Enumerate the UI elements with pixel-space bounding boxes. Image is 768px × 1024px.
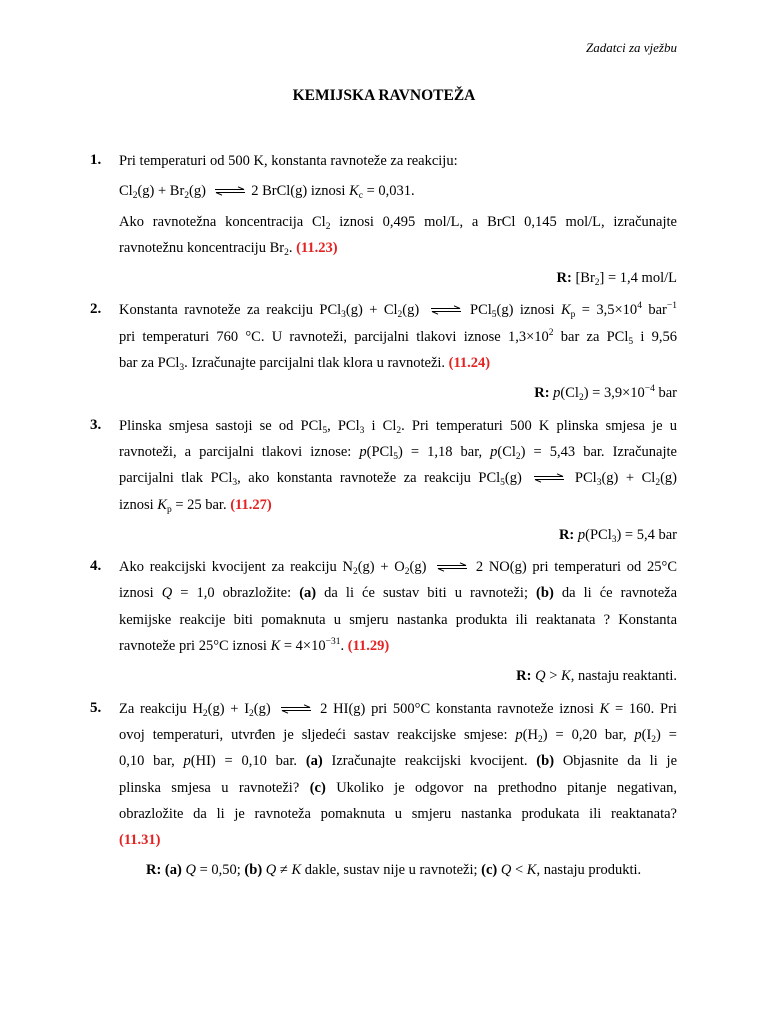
equilibrium-arrow-icon xyxy=(533,473,565,483)
answer-line: R: $p(Cl_2) = 3,9\times 10^{-4}$ bar xyxy=(534,384,677,404)
problem-item xyxy=(90,148,677,297)
problem-text-line: ovoj temperaturi, utvrđen je sljedeći sastav reakcijske smjese: $p(H_2) = 0,20$ bar, $p(I_2)$ = xyxy=(119,726,677,745)
problem-text-line: ravnoteže pri 25°C iznosi $K = 4\times 10^{-31}$. (11.29) xyxy=(119,637,390,655)
problem-text-line: ravnotežnu koncentraciju $Br_2$. (11.23) xyxy=(119,239,338,258)
problem-text-line: 0,10 bar, p(HI) = 0,10 bar. (a) Izračunajte reakcijski kvocijent. (b) Objasnite da li je xyxy=(119,753,678,770)
problem-number: 3. xyxy=(90,416,102,433)
problem-text-line: Ako ravnotežna koncentracija $Cl_2$ iznosi 0,495 mol/L, a BrCl 0,145 mol/L, izračunajte xyxy=(119,213,677,232)
problem-item xyxy=(90,554,677,695)
textbook-reference: (11.29) xyxy=(347,638,390,655)
problem-number: 4. xyxy=(90,558,102,575)
answer-line: R: $[Br_2] = 1,4$ mol/L xyxy=(556,270,677,289)
problem-number: 1. xyxy=(90,152,102,168)
textbook-reference: (11.24) xyxy=(448,355,491,372)
problem-text-line: bar za PCl$_3$. Izračunajte parcijalni tlak klora u ravnoteži. (11.24) xyxy=(119,355,491,374)
problem-number: 5. xyxy=(90,699,102,716)
answer-line: R: (a) Q = 0,50; (b) Q ≠ K dakle, sustav nije u ravnoteži; (c) Q < K, nastaju produkti. xyxy=(146,862,642,879)
problem-text-line xyxy=(119,827,677,853)
header-label: Zadatci za vježbu xyxy=(586,40,677,55)
problem-text-line: pri temperaturi 760 °C. U ravnoteži, parcijalni tlakovi iznose $1,3\times 10^2$ bar za PCl$_5$ i 9,56 xyxy=(119,327,677,347)
problem-text-line: Plinska smjesa sastoji se od PCl$_5$, PCl$_3$ i $Cl_2$. Pri temperaturi 500 K plinska smjesa je u xyxy=(119,417,677,436)
problem-text-line: Ako reakcijski kvocijent za reakciju $N_2(g) + O_2(g)$ 2 NO(g) pri temperaturi od 25°C xyxy=(119,559,677,578)
problem-item xyxy=(90,413,677,554)
textbook-reference: (11.27) xyxy=(230,496,272,513)
problem-text-line: obrazložite da li je ravnoteža pomaknuta u smjeru nastanka produkata ili reaktanata? xyxy=(119,805,677,822)
problem-text-line: iznosi Q = 1,0 obrazložite: (a) da li će sustav biti u ravnoteži; (b) da li će ravnoteža xyxy=(119,585,677,602)
equilibrium-arrow-icon xyxy=(430,305,462,315)
problem-text-line: kemijske reakcije biti pomaknuta u smjeru nastanka produkta ili reaktanata ? Konstanta xyxy=(119,611,677,628)
problem-text-line: Konstanta ravnoteže za reakciju $PCl_3(g) + Cl_2(g)$ PCl$_5$(g) iznosi $K_p = 3,5\times 10^4$ bar$^{-1}$ xyxy=(119,301,677,321)
problem-text-line: Pri temperaturi od 500 K, konstanta ravnoteže za reakciju: xyxy=(119,153,458,169)
equilibrium-arrow-icon xyxy=(436,562,468,572)
problem-text-line: $Cl_2(g) + Br_2(g)$ 2 BrCl(g) iznosi $K_c = 0,031$. xyxy=(119,183,415,202)
answer-line: R: Q > K, nastaju reaktanti. xyxy=(516,668,677,685)
textbook-reference: (11.31) xyxy=(119,832,161,849)
equilibrium-arrow-icon xyxy=(280,704,312,714)
textbook-reference: (11.23) xyxy=(296,239,338,256)
equilibrium-arrow-icon xyxy=(214,186,246,196)
problem-list xyxy=(90,148,677,884)
problem-text-line: iznosi $K_p = 25$ bar. (11.27) xyxy=(119,496,272,515)
problem-text-line: Za reakciju $H_2(g) + I_2(g)$ 2 HI(g) pri 500°C konstanta ravnoteže iznosi K = 160. Pri xyxy=(119,700,677,719)
answer-line: R: p(PCl$_3$) = 5,4 bar xyxy=(558,526,677,545)
problem-item xyxy=(90,297,677,412)
problem-number: 2. xyxy=(90,301,102,318)
document-title: KEMIJSKA RAVNOTEŽA xyxy=(292,87,476,104)
problem-text-line: plinska smjesa u ravnoteži? (c) Ukoliko je odgovor na prethodno pitanje negativan, xyxy=(119,779,678,796)
problem-text-line: ravnoteži, a parcijalni tlakovi iznose: p(PCl$_5$) = 1,18 bar, $p(Cl_2) = 5,43$ bar. Izračunajte xyxy=(119,443,677,462)
problem-item xyxy=(90,696,677,884)
problem-text-line: parcijalni tlak PCl$_3$, ako konstanta ravnoteže za reakciju PCl$_5$(g) $PCl_3(g) + Cl_2(g)$ xyxy=(119,470,677,489)
